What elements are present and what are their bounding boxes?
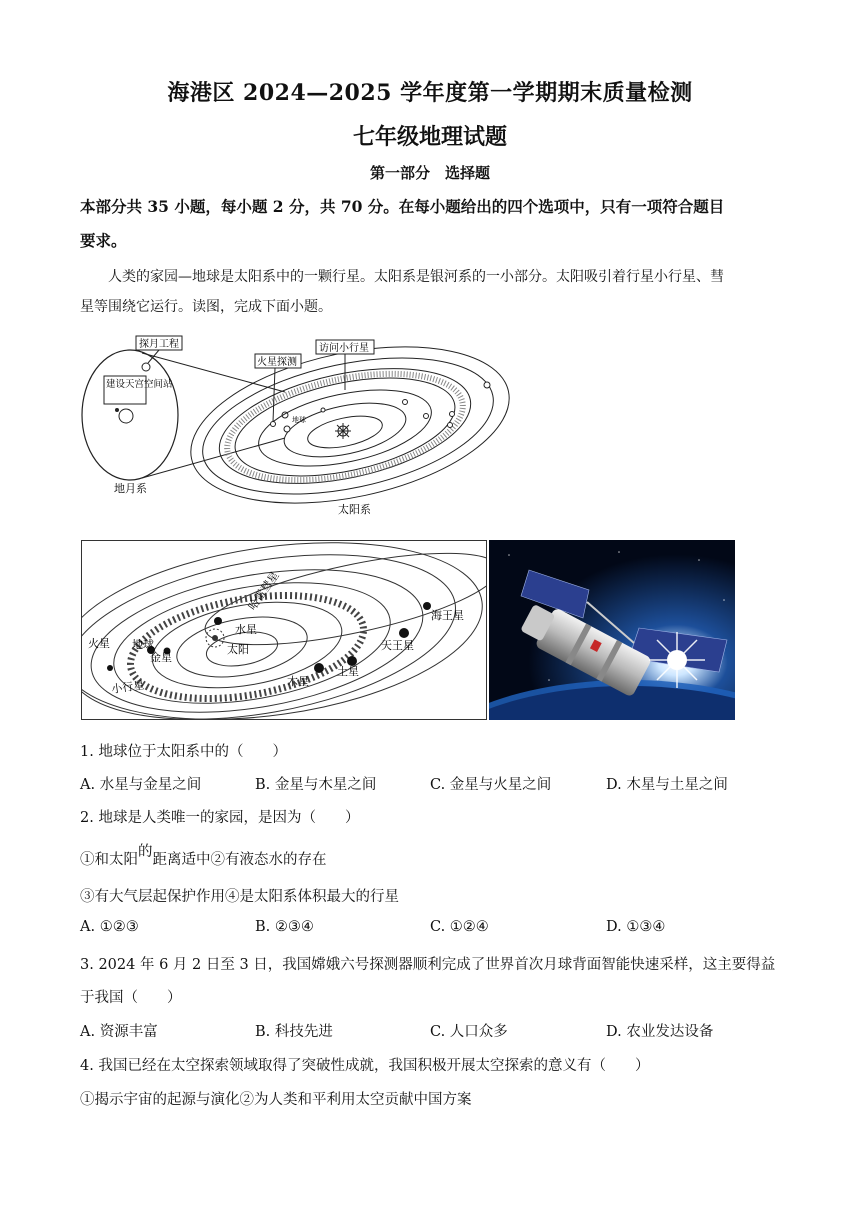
- exam-subtitle: 七年级地理试题: [352, 124, 507, 150]
- label-jupiter: 木星: [287, 675, 309, 688]
- instructions-line2: 要求。: [80, 231, 127, 250]
- label-solar-system: 太阳系: [338, 503, 371, 516]
- question-2-option-c[interactable]: C. ①②④: [430, 919, 489, 935]
- instructions-line1: 本部分共 35 小题，每小题 2 分，共 70 分。在每小题给出的四个选项中，只有一项符合题目: [80, 197, 725, 216]
- label-sun: 太阳: [227, 643, 249, 656]
- label-moon-project: 探月工程: [139, 339, 179, 350]
- label-saturn: 土星: [337, 665, 359, 678]
- question-4-statement-line1: ①揭示宇宙的起源与演化②为人类和平利用太空贡献中国方案: [80, 1092, 472, 1108]
- label-asteroid-visit: 访问小行星: [319, 343, 369, 354]
- label-uranus: 天王星: [381, 639, 414, 652]
- question-2-stem: 2. 地球是人类唯一的家园，是因为（ ）: [80, 810, 360, 826]
- question-1-option-d[interactable]: D. 木星与土星之间: [606, 777, 728, 793]
- question-1-stem: 1. 地球位于太阳系中的（ ）: [80, 744, 287, 760]
- question-2-option-b[interactable]: B. ②③④: [255, 919, 314, 935]
- question-3-stem-line2: 于我国（ ）: [80, 990, 182, 1006]
- question-3-stem-line1: 3. 2024 年 6 月 2 日至 3 日，我国嫦娥六号探测器顺利完成了世界首次月球背面智能快速采样，这主要得益: [80, 957, 776, 973]
- label-earth: 地球: [132, 638, 154, 651]
- question-2-option-d[interactable]: D. ①③④: [606, 919, 666, 935]
- question-3-option-b[interactable]: B. 科技先进: [255, 1024, 333, 1040]
- label-earth-moon-system: 地月系: [114, 482, 147, 495]
- label-venus: 金星: [150, 651, 172, 664]
- question-2-option-a[interactable]: A. ①②③: [80, 919, 139, 935]
- label-mars-exploration: 火星探测: [257, 357, 297, 368]
- label-mars: 火星: [88, 637, 110, 650]
- question-3-option-c[interactable]: C. 人口众多: [430, 1024, 508, 1040]
- question-3-option-d[interactable]: D. 农业发达设备: [606, 1024, 714, 1040]
- question-1-option-a[interactable]: A. 水星与金星之间: [80, 777, 202, 793]
- question-3-option-a[interactable]: A. 资源丰富: [80, 1024, 158, 1040]
- label-mercury: 水星: [235, 623, 257, 636]
- label-halley-comet: 哈雷彗星: [245, 569, 282, 613]
- solar-system-orbit-diagram: [81, 540, 487, 720]
- question-2-statement-line2: ③有大气层起保护作用④是太阳系体积最大的行星: [80, 889, 399, 905]
- question-2-statement-line1: ①和太阳的距离适中②有液态水的存在: [80, 844, 327, 868]
- label-earth-small: 地球: [292, 416, 306, 424]
- question-4-stem: 4. 我国已经在太空探索领域取得了突破性成就，我国积极开展太空探索的意义有（ ）: [80, 1058, 650, 1074]
- space-station-photo: [489, 540, 735, 720]
- label-neptune: 海王星: [431, 609, 464, 622]
- label-space-station: 建设天宫空间站: [106, 379, 173, 390]
- question-1-option-b[interactable]: B. 金星与木星之间: [255, 777, 377, 793]
- label-asteroids: 小行星: [110, 678, 146, 696]
- intro-line2: 星等围绕它运行。读图，完成下面小题。: [80, 299, 332, 315]
- section-heading: 第一部分 选择题: [369, 164, 490, 182]
- exam-title: 海港区 2024—2025 学年度第一学期期末质量检测: [167, 80, 693, 106]
- earth-moon-solar-system-figure: [80, 330, 520, 520]
- question-1-option-c[interactable]: C. 金星与火星之间: [430, 777, 552, 793]
- intro-line1: 人类的家园—地球是太阳系中的一颗行星。太阳系是银河系的一小部分。太阳吸引着行星小行星、彗: [108, 269, 724, 285]
